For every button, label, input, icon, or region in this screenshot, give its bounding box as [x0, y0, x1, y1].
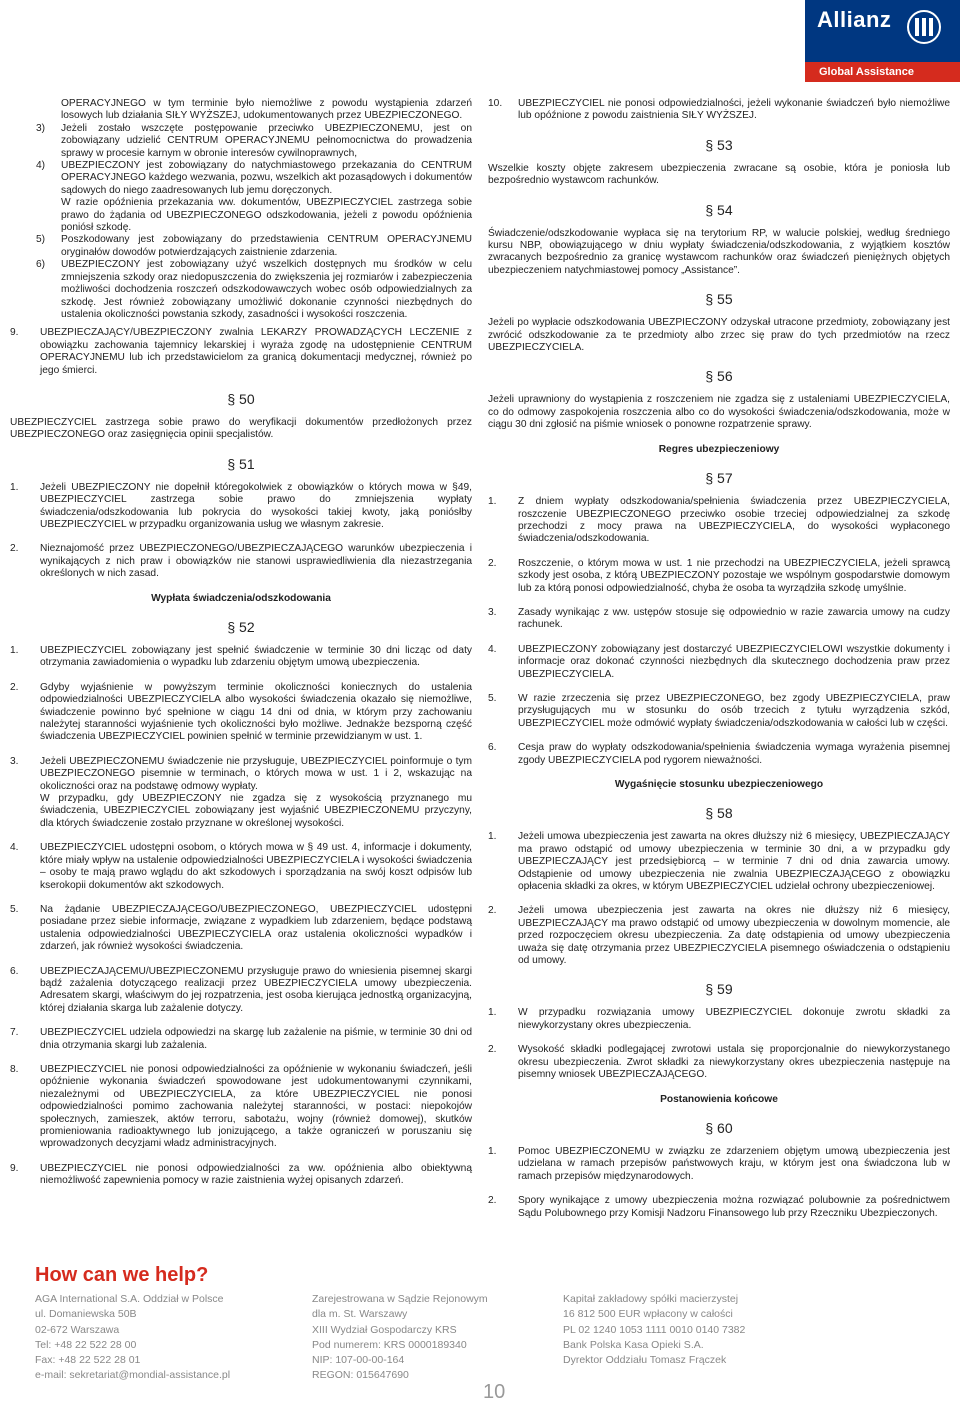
section-51: § 51 — [227, 455, 255, 472]
page-number: 10 — [483, 1381, 506, 1403]
sub-list — [10, 123, 472, 322]
footer-line: Tel: +48 22 522 28 00 — [35, 1338, 137, 1351]
list-item-number: 6. — [488, 742, 497, 754]
section-58-list — [488, 831, 950, 967]
section-54-text: Świadczenie/odszkodowanie wypłaca się na terytorium RP, w walucie polskiej, według średniego kursu NBP, obowiązującego w dniu wypłaty świadczenia/odszkodowania, z wyjątkiem kosztów zwracanych bezpośrednio za granicę wystawcom rachunków oraz świadczeń pieniężnych objętych ubezpieczeniem natychmiastowej pomocy „Assistance”. — [488, 227, 950, 276]
list-item-number: 4) — [36, 160, 46, 172]
list-item: 9. UBEZPIECZAJĄCY/UBEZPIECZONY zwalnia LEKARZY PROWADZĄCYCH LECZENIE z obowiązku zachowania tajemnicy lekarskiej i wyraża zgodę na udostępnienie CENTRUM OPERACYJNEMU lub ich przedstawicielom za granicą dokumentacji medycznej, również po jego śmierci. — [10, 327, 472, 376]
footer-line: ul. Domaniewska 50B — [35, 1308, 137, 1321]
list-item-text: UBEZPIECZYCIEL udziela odpowiedzi na skargę lub zażalenie na piśmie, w terminie 30 dni od dnia otrzymania skargi lub zażalenia. — [40, 1027, 472, 1051]
list-item-text: Cesja praw do wypłaty odszkodowania/spełnienia świadczenia wymaga wyrażenia pisemnej zgody UBEZPIECZYCIELA pod rygorem nieważności. — [518, 742, 950, 766]
footer-line: 16 812 500 EUR wpłacony w całości — [563, 1308, 733, 1321]
list-item-number: 2. — [488, 1195, 497, 1207]
list-item-number: 1. — [488, 831, 497, 843]
list-item-number: 2. — [10, 543, 19, 555]
list-item — [10, 1027, 472, 1052]
list-item — [10, 756, 472, 793]
heading-regres: Regres ubezpieczeniowy — [658, 443, 780, 455]
footer-line: Bank Polska Kasa Opieki S.A. — [563, 1338, 704, 1351]
list-item-text: Jeżeli UBEZPIECZONEMU świadczenie nie przysługuje, UBEZPIECZYCIEL poinformuje o tym UBEZPIECZONEGO pisemnie w terminach, o których mowa w ust. 1 i 2, wskazując na okoliczności oraz na podstawę odmowy wypłaty. — [40, 755, 472, 792]
list-item-text: UBEZPIECZAJĄCEMU/UBEZPIECZONEMU przysługuje prawo do wniesienia pisemnej skargi bądź zażalenia dotyczącego realizacji przez UBEZPIECZYCIELA umowy ubezpieczenia. Adresatem skargi, właściwym do jej rozpatrzenia, jest osoba kierująca jednostką organizacyjną, której działania skarga lub zażalenie dotyczy. — [40, 965, 472, 1014]
section-56-text: Jeżeli uprawniony do wystąpienia z roszczeniem nie zgadza się z ustaleniami UBEZPIECZYCIELA, co do odmowy zaspokojenia roszczenia albo co do wysokości świadczenia/odszkodowania, może w ciągu 30 dni zgłosić na piśmie wniosek o ponowne rozpatrzenie sprawy. — [488, 394, 950, 431]
list-item-text: Jeżeli UBEZPIECZONY nie dopełnił któregokolwiek z obowiązków o których mowa w §49, UBEZPIECZYCIEL zastrzega sobie prawo do zmniejszenia wypłaty świadczenia/odszkodowania lub pokrycia do wysokości takiej kwoty, jaką poniósłby UBEZPIECZYCIEL w przypadku organizowania usług we własnym zakresie. — [40, 481, 472, 530]
allianz-eagle-icon — [907, 10, 941, 44]
footer-line: Dyrektor Oddziału Tomasz Frączek — [563, 1354, 727, 1367]
list-item — [10, 842, 472, 892]
list-item: 10. UBEZPIECZYCIEL nie ponosi odpowiedzialności, jeżeli wykonanie świadczeń było niemożliwe lub opóźnione z powodu zaistnienia SIŁY WYŻSZEJ. — [488, 98, 950, 122]
list-item — [488, 1007, 950, 1032]
section-55: § 55 — [705, 291, 733, 308]
list-item-number: 3. — [10, 755, 19, 767]
list-item-number: 5) — [36, 234, 46, 246]
list-item-number: 7. — [10, 1027, 19, 1039]
list-item-text: Spory wynikające z umowy ubezpieczenia można rozwiązać polubownie za pośrednictwem Sądu Polubownego przy Komisji Nadzoru Finansowego lub przy Rzeczniku Ubezpieczonych. — [518, 1195, 950, 1219]
right-column — [488, 98, 950, 1220]
section-55-text: Jeżeli po wypłacie odszkodowania UBEZPIECZONY odzyskał utracone przedmioty, zobowiązany jest zwrócić odszkodowanie za te przedmioty albo zrzec się praw do tych przedmiotów na rzecz UBEZPIECZYCIELA. — [488, 317, 950, 354]
footer-line: dla m. St. Warszawy — [312, 1308, 408, 1321]
list-item — [488, 742, 950, 767]
section-54: § 54 — [705, 201, 733, 218]
list-item — [10, 904, 472, 954]
list-item — [36, 197, 472, 234]
section-50: § 50 — [227, 390, 255, 407]
list-item — [10, 1064, 472, 1151]
list-item — [488, 1044, 950, 1081]
footer-capital — [563, 1292, 745, 1368]
list-item — [10, 793, 472, 830]
list-item-text: Nieznajomość przez UBEZPIECZONEGO/UBEZPIECZAJĄCEGO warunków ubezpieczenia i wynikających z nich praw i obowiązków nie stanowi usprawiedliwienia dla niezastrzegania określonych w nich zasad. — [40, 543, 472, 580]
left-column — [10, 98, 472, 1188]
list-item-text: UBEZPIECZYCIEL udostępni osobom, o których mowa w § 49 ust. 4, informacje i dokumenty, które miały wpływ na ustalenie odpowiedzialności UBEZPIECZYCIELA i wysokości świadczenia – osoby te mają prawo wglądu do akt szkodowych i sporządzania na swój koszt odpisów lub kserokopii dokumentów akt szkodowych. — [40, 842, 472, 891]
list-item — [10, 645, 472, 670]
footer-line: e-mail: sekretariat@mondial-assistance.pl — [35, 1369, 231, 1382]
list-item — [488, 558, 950, 595]
section-60-list — [488, 1146, 950, 1220]
heading-expiry: Wygaśnięcie stosunku ubezpieczeniowego — [614, 779, 824, 790]
footer-line: NIP: 107-00-00-164 — [312, 1354, 405, 1367]
list-item-text: Poszkodowany jest zobowiązany do przedstawienia CENTRUM OPERACYJNEMU oryginałów dowodów potwierdzających zaistnienie zdarzenia. — [61, 234, 472, 258]
list-item-number: 2. — [488, 557, 497, 569]
list-item — [36, 123, 472, 160]
section-57: § 57 — [705, 470, 733, 487]
list-item-number: 1. — [10, 481, 19, 493]
section-51-list — [10, 482, 472, 581]
list-item-text: UBEZPIECZONY jest zobowiązany użyć wszelkich dostępnych mu środków w celu zmniejszenia szkody oraz niedopuszczenia do zwiększenia jej rozmiarów i zabezpieczenia możliwości dochodzenia roszczeń odszkodowawczych wobec osób odpowiedzialnych za szkodę. Jest również zobowiązany umożliwić dokonanie czynności niezbędnych do ustalenia okoliczności powstania szkody, zasadności i wysokości roszczenia. — [61, 259, 472, 320]
list-item-number: 4. — [10, 842, 19, 854]
list-item-number: 4. — [488, 643, 497, 655]
list-item-number: 1. — [10, 645, 19, 656]
brand-subtitle: Global Assistance — [805, 62, 960, 82]
section-56: § 56 — [705, 368, 733, 385]
footer-line: AGA International S.A. Oddział w Polsce — [35, 1293, 224, 1305]
list-item-text: Jeżeli umowa ubezpieczenia jest zawarta na okres nie dłuższy niż 6 miesięcy, UBEZPIECZAJĄCY ma prawo odstąpić od umowy ubezpieczenia w dowolnym momencie, ale przed rozpoczęciem okresu ubezpieczenia. Za datę odstąpienia od umowy ubezpieczenia uważa się datę otrzymania przez UBEZPIECZYCIELA pisemnego oświadczenia o odstąpieniu od umowy. — [518, 905, 950, 967]
list-item — [488, 1195, 950, 1220]
list-item — [36, 234, 472, 259]
footer-line: Zarejestrowana w Sądzie Rejonowym — [312, 1293, 488, 1305]
list-item — [488, 607, 950, 632]
list-item-text: UBEZPIECZYCIEL nie ponosi odpowiedzialności za ww. opóźnienia albo obiektywną niemożliwość zapewnienia pomocy w razie zaistnienia wyżej opisanych zdarzeń. — [40, 1162, 472, 1187]
list-item — [10, 1163, 472, 1188]
section-53: § 53 — [705, 136, 733, 153]
list-item — [488, 831, 950, 893]
list-item — [10, 966, 472, 1016]
list-item-text: Na żądanie UBEZPIECZAJĄCEGO/UBEZPIECZONEGO, UBEZPIECZYCIEL udostępni posiadane przez siebie informacje, związane z wypadkiem lub zdarzeniem, będące podstawą ustalenia odpowiedzialności UBEZPIECZYCIELA oraz ustalenia okoliczności wypadków i zdarzeń, jak również wysokości świadczenia. — [40, 903, 472, 953]
list-item-text: Pomoc UBEZPIECZONEMU w związku ze zdarzeniem objętym umową ubezpieczenia jest udzielana w ramach przepisów państwowych kraju, w którym jest ona świadczona lub w ramach przepisów międzynarodowych. — [518, 1145, 950, 1182]
list-item-text: UBEZPIECZONY zobowiązany jest dostarczyć UBEZPIECZYCIELOWI wszystkie dokumenty i informacje oraz dokonać czynności niezbędnych dla skutecznego dochodzenia praw przez UBEZPIECZYCIELA. — [518, 643, 950, 680]
list-item — [10, 543, 472, 580]
list-item — [488, 1146, 950, 1183]
footer-line: REGON: 015647690 — [312, 1369, 409, 1382]
list-item-text: Gdyby wyjaśnienie w powyższym terminie okoliczności koniecznych do ustalenia odpowiedzialności UBEZPIECZYCIELA albo wysokości świadczenia okazało się niemożliwe, świadczenie powinno być spełnione w ciągu 14 dni od dnia, w którym przy zachowaniu należytej staranności wyjaśnienie tych okoliczności było możliwe. Jednakże bezsporną część świadczenia UBEZPIECZYCIEL powinien spełnić w terminie przewidzianym w ust. 1. — [40, 681, 472, 743]
footer-line: PL 02 1240 1053 1111 0010 0140 7382 — [563, 1323, 746, 1336]
list-item — [10, 482, 472, 532]
page-header — [0, 0, 960, 82]
list-item — [488, 644, 950, 681]
list-item-number: 5. — [488, 692, 497, 704]
paragraph-continued: OPERACYJNEGO w tym terminie było niemożliwe z powodu wystąpienia zdarzeń losowych lub działania SIŁY WYŻSZEJ, udokumentowanych przez UBEZPIECZONEGO. — [61, 98, 472, 122]
brand-name: Allianz — [817, 7, 892, 32]
list-item-number: 1. — [488, 1145, 497, 1157]
list-item — [488, 905, 950, 967]
page-footer — [0, 1258, 960, 1409]
list-item-number: 2. — [10, 681, 19, 693]
section-58: § 58 — [705, 805, 733, 822]
footer-line: Fax: +48 22 522 28 01 — [35, 1354, 141, 1367]
list-item — [10, 682, 472, 744]
list-item-number: 2. — [488, 1044, 497, 1056]
list-item-text: Jeżeli zostało wszczęte postępowanie przeciwko UBEZPIECZONEMU, jest on zobowiązany udzielić CENTRUM OPERACYJNEMU pełnomocnictwa do prowadzenia sprawy w procesie karnym w obronie interesów cywilnoprawnych, — [61, 122, 472, 159]
heading-payment: Wypłata świadczenia/odszkodowania — [151, 592, 331, 604]
section-53-text: Wszelkie koszty objęte zakresem ubezpieczenia zwracane są osobie, która je poniosła lub bezpośrednio wystawcom rachunków. — [488, 162, 950, 187]
section-59: § 59 — [705, 981, 733, 998]
footer-line: 02-672 Warszawa — [35, 1323, 120, 1336]
list-item-text: Zasady wynikając z ww. ustępów stosuje się odpowiednio w razie zawarcia umowy na cudzy rachunek. — [518, 606, 950, 631]
list-item-text: W razie zrzeczenia się przez UBEZPIECZONEGO, bez zgody UBEZPIECZYCIELA, praw przysługujących mu w stosunku do osób trzecich z tytułu wyrządzenia szkód, UBEZPIECZYCIEL może odmówić wypłaty świadczenia/odszkodowania w całości lub w części. — [518, 692, 950, 729]
section-50-text: UBEZPIECZYCIEL zastrzega sobie prawo do weryfikacji dokumentów przedłożonych przez UBEZPIECZONEGO oraz zasięgnięcia opinii specjalistów. — [10, 416, 472, 441]
section-57-list — [488, 496, 950, 767]
list-item — [36, 160, 472, 197]
list-item-text: UBEZPIECZONY jest zobowiązany do natychmiastowego przekazania do CENTRUM OPERACYJNEGO każdego wezwania, pozwu, wszelkich akt pozasądowych i dokumentów sądowych do niego zaadresowanych lub jemu doręczonych. — [61, 160, 472, 196]
section-52: § 52 — [227, 619, 255, 635]
list-item-number: 3) — [36, 122, 46, 134]
list-item-text: Z dniem wypłaty odszkodowania/spełnienia świadczenia przez UBEZPIECZYCIELA, roszczenie UBEZPIECZONEGO przeciwko osobie trzeciej odpowiedzialnej za szkodę przechodzi z mocy prawa na UBEZPIECZYCIELA, do wysokości wypłaconego świadczenia/odszkodowania. — [518, 496, 950, 545]
list-item-number: 9. — [10, 1162, 19, 1174]
list-item-number: 2. — [488, 905, 497, 917]
footer-line: XIII Wydział Gospodarczy KRS — [312, 1323, 457, 1336]
footer-registration — [312, 1292, 488, 1384]
list-item — [36, 259, 472, 321]
footer-line: Pod numerem: KRS 0000189340 — [312, 1338, 467, 1351]
list-item-number: 1. — [488, 1007, 497, 1019]
section-59-list — [488, 1007, 950, 1081]
list-item-number: 5. — [10, 903, 19, 915]
heading-final: Postanowienia końcowe — [660, 1093, 778, 1105]
list-item-number: 6) — [36, 259, 46, 271]
section-60: § 60 — [705, 1119, 733, 1136]
list-item-number: 1. — [488, 496, 497, 508]
brand-logo-block — [805, 0, 960, 82]
list-item-text: Jeżeli umowa ubezpieczenia jest zawarta na okres dłuższy niż 6 miesięcy, UBEZPIECZAJĄCY ma prawo odstąpić od umowy ubezpieczenia w terminie 30 dni, a w przypadku gdy UBEZPIECZAJĄCY jest przedsiębiorcą – w terminie 7 dni od dnia zawarcia umowy. Odstąpienie od umowy ubezpieczenia nie zwalnia UBEZPIECZAJĄCEGO z obowiązku opłacenia składki za okres, w którym UBEZPIECZYCIEL udzielał ochrony ubezpieczeniowej. — [518, 831, 950, 893]
section-52-list — [10, 645, 472, 1188]
list-item — [488, 693, 950, 730]
list-item-number: 8. — [10, 1063, 19, 1075]
list-item-text: UBEZPIECZYCIEL nie ponosi odpowiedzialności za opóźnienie w wykonaniu świadczeń, jeśli opóźnienie wykonania świadczeń spowodowane jest udokumentowanymi czynnikami, niezależnymi od UBEZPIECZYCIELA, za które UBEZPIECZYCIEL nie ponosi odpowiedzialności pomimo zachowania należytej staranności, w postaci: niepokojów społecznych, zamieszek, aktów terroru, sabotażu, wojny (również domowej), skutków promieniowania radioaktywnego lub jonizującego, a także ograniczeń w poruszaniu się wprowadzonych decyzjami władz administracyjnych. — [40, 1063, 472, 1150]
list-item-text: UBEZPIECZYCIEL zobowiązany jest spełnić świadczenie w terminie 30 dni licząc od daty otrzymania zawiadomienia o wypadku lub zdarzeniu objętym umową ubezpieczenia. — [40, 645, 472, 669]
footer-contact — [35, 1292, 230, 1384]
list-item-text: Roszczenie, o którym mowa w ust. 1 nie przechodzi na UBEZPIECZYCIELA, jeżeli sprawcą szkody jest osoba, z którą UBEZPIECZONY pozostaje we wspólnym gospodarstwie domowym lub za którą ponosi odpowiedzialność, chyba że osoba ta wyrządziła szkodę umyślnie. — [518, 557, 950, 594]
list-item-text: W przypadku, gdy UBEZPIECZONY nie zgadza się z wysokością przyznanego mu świadczenia, UBEZPIECZYCIEL zobowiązany jest wyjaśnić UBEZPIECZONEMU przyczyny, dla których świadczenie zostało przyznane w określonej wysokości. — [40, 793, 472, 829]
list-item — [488, 496, 950, 546]
footer-line: Kapitał zakładowy spółki macierzystej — [563, 1293, 739, 1305]
help-heading: How can we help? — [35, 1264, 209, 1286]
list-item-number: 6. — [10, 965, 19, 977]
list-item-text: W przypadku rozwiązania umowy UBEZPIECZYCIEL dokonuje zwrotu składki za niewykorzystany okres ubezpieczenia. — [518, 1007, 950, 1031]
list-item-text: W razie opóźnienia przekazania ww. dokumentów, UBEZPIECZYCIEL zastrzega sobie prawo do żądania od UBEZPIECZONEGO odszkodowania, jeżeli z powodu opóźnienia poniósł szkodę. — [61, 197, 472, 234]
list-item-number: 3. — [488, 606, 497, 618]
list-item-text: Wysokość składki podlegającej zwrotowi ustala się proporcjonalnie do niewykorzystanego okresu ubezpieczenia. Zwrot składki za niewykorzystany okres ubezpieczenia następuje na pisemny wniosek UBEZPIECZAJĄCEGO. — [518, 1044, 950, 1081]
